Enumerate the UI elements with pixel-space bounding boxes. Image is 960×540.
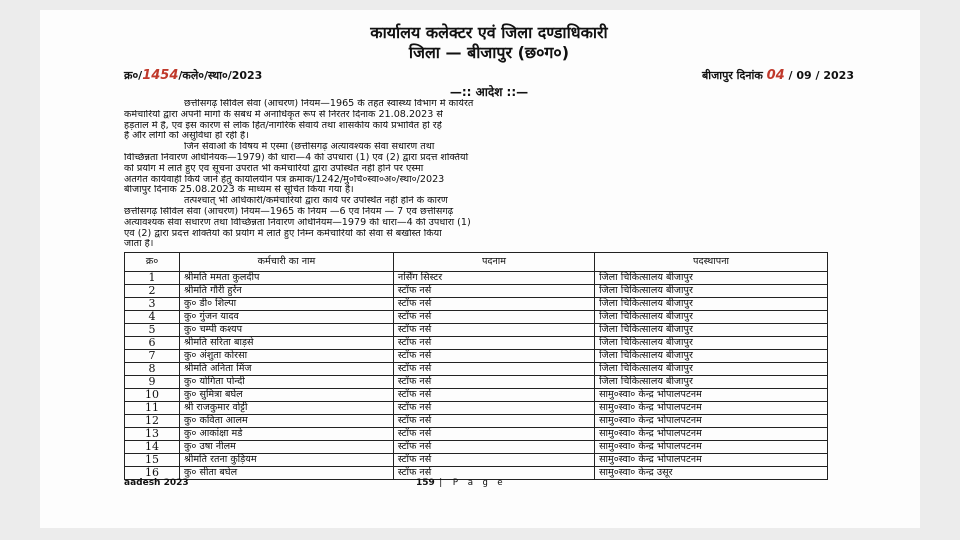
order-reference <box>124 67 262 85</box>
document-page <box>40 10 920 528</box>
handwritten-day: 04 <box>766 68 785 83</box>
employee-name-cell: श्रीमति ममता कुलदीप <box>180 272 394 285</box>
posting-cell: सामु०स्वा० केन्द्र भोपालपटनम <box>595 415 828 428</box>
designation-cell: स्टॉफ नर्स <box>393 441 594 454</box>
designation-cell: स्टॉफ नर्स <box>393 428 594 441</box>
serial-cell: 11 <box>125 402 180 415</box>
table-row <box>125 415 828 428</box>
date-label: बीजापुर दिनांक <box>701 69 763 82</box>
designation-cell: स्टॉफ नर्स <box>393 285 594 298</box>
table-row <box>125 285 828 298</box>
serial-cell: 5 <box>125 324 180 337</box>
table-header-row <box>125 253 828 272</box>
designation-cell: स्टॉफ नर्स <box>393 363 594 376</box>
employee-name-cell: कु० योगिता पोन्दी <box>180 376 394 389</box>
designation-cell: स्टॉफ नर्स <box>393 311 594 324</box>
serial-cell: 12 <box>125 415 180 428</box>
designation-cell: स्टॉफ नर्स <box>393 324 594 337</box>
designation-cell: स्टॉफ नर्स <box>393 350 594 363</box>
table-row <box>125 350 828 363</box>
header-posting: पदस्थापना <box>595 253 828 272</box>
paragraph-line: बीजापुर दिनांक 25.08.2023 के माध्यम से सूचित किया गया है। <box>124 185 354 196</box>
footer-page <box>416 478 505 488</box>
posting-cell: जिला चिकित्सालय बीजापुर <box>595 337 828 350</box>
employee-name-cell: कु० सुमित्रा बघेल <box>180 389 394 402</box>
posting-cell: जिला चिकित्सालय बीजापुर <box>595 350 828 363</box>
designation-cell: स्टॉफ नर्स <box>393 298 594 311</box>
employee-name-cell: श्रीमति सरिता बाड़से <box>180 337 394 350</box>
employee-name-cell: कु० गुंजन यादव <box>180 311 394 324</box>
serial-cell: 2 <box>125 285 180 298</box>
employee-name-cell: कु० डी० शिल्पा <box>180 298 394 311</box>
designation-cell: स्टॉफ नर्स <box>393 454 594 467</box>
paragraph-line: जाता है। <box>124 239 154 250</box>
page-label: | P a g e <box>437 478 505 488</box>
reference-line <box>124 67 854 85</box>
designation-cell: स्टॉफ नर्स <box>393 337 594 350</box>
serial-cell: 7 <box>125 350 180 363</box>
paragraph-line: कर्मचारियों द्वारा अपनी मांगों के संबंध में अनाधिकृत रूप से निरंतर दिनांक 21.08.2023 से <box>124 109 443 120</box>
serial-cell: 8 <box>125 363 180 376</box>
date-month-year: / 09 / 2023 <box>788 69 854 82</box>
designation-cell: स्टॉफ नर्स <box>393 389 594 402</box>
posting-cell: जिला चिकित्सालय बीजापुर <box>595 363 828 376</box>
posting-cell: सामु०स्वा० केन्द्र भोपालपटनम <box>595 402 828 415</box>
header-serial: क्र० <box>125 253 180 272</box>
employee-name-cell: कु० चम्पी कश्यप <box>180 324 394 337</box>
designation-cell: स्टॉफ नर्स <box>393 402 594 415</box>
posting-cell: सामु०स्वा० केन्द्र भोपालपटनम <box>595 454 828 467</box>
table-row <box>125 441 828 454</box>
employee-name-cell: श्रीमति गौरी हुर्रेन <box>180 285 394 298</box>
table-row <box>125 376 828 389</box>
office-heading: कार्यालय कलेक्टर एवं जिला दण्डाधिकारी <box>370 23 608 42</box>
table-row <box>125 428 828 441</box>
district-heading: जिला — बीजापुर (छ०ग०) <box>408 43 570 62</box>
paragraph-line: जिन सेवाओं के विषय में एस्मा (छत्तीसगढ़ अत्यावश्यक सेवा संधारण तथा <box>184 142 435 153</box>
reference-prefix: क्र०/ <box>124 69 143 82</box>
serial-cell: 6 <box>125 337 180 350</box>
order-date <box>702 67 854 85</box>
posting-cell: सामु०स्वा० केन्द्र भोपालपटनम <box>595 441 828 454</box>
page-number: 159 <box>416 478 435 488</box>
designation-cell: नर्सिंग सिस्टर <box>393 272 594 285</box>
paragraph-line: एवं (2) द्वारा प्रदत्त शक्तियों को प्रयोग में लाते हुए निम्न कर्मचारियों को सेवा से बर्खास्त किया <box>124 228 442 239</box>
employee-name-cell: श्रीमति रतना कुड़ियम <box>180 454 394 467</box>
paragraph-line: छत्तीसगढ़ सिविल सेवा (आचरण) नियम—1965 के नियम —6 एवं नियम — 7 एवं छत्तीसगढ़ <box>124 206 454 217</box>
serial-cell: 3 <box>125 298 180 311</box>
paragraph-line: अंतर्गत कार्यवाही किये जाने हेतु कार्यालयीन पत्र क्रमांक/1242/मु०चि०स्वा०अ०/स्था०/2023 <box>124 174 445 185</box>
posting-cell: जिला चिकित्सालय बीजापुर <box>595 324 828 337</box>
employee-name-cell: कु० कविता आलम <box>180 415 394 428</box>
employee-name-cell: कु० अंशुता कोरसा <box>180 350 394 363</box>
order-body <box>124 99 854 250</box>
posting-cell: सामु०स्वा० केन्द्र उसूर <box>595 467 828 480</box>
posting-cell: जिला चिकित्सालय बीजापुर <box>595 298 828 311</box>
posting-cell: जिला चिकित्सालय बीजापुर <box>595 376 828 389</box>
table-row <box>125 402 828 415</box>
designation-cell: स्टॉफ नर्स <box>393 467 594 480</box>
table-row <box>125 311 828 324</box>
page-footer <box>124 478 854 490</box>
paragraph-line: छत्तीसगढ़ सिविल सेवा (आचरण) नियम—1965 के तहत स्वास्थ्य विभाग में कार्यरत <box>184 99 474 109</box>
table-row <box>125 337 828 350</box>
paragraph-line: है और लोगों को असुविधा हो रही है। <box>124 131 249 142</box>
table-row <box>125 298 828 311</box>
serial-cell: 16 <box>125 467 180 480</box>
paragraph-line: विच्छिन्नता निवारण अधिनियक—1979) की धारा—4 की उपधारा (1) एवं (2) द्वारा प्रदत्त शक्तियों <box>124 152 469 163</box>
table-row <box>125 363 828 376</box>
serial-cell: 9 <box>125 376 180 389</box>
reference-suffix: /कले०/स्था०/2023 <box>178 69 263 82</box>
serial-cell: 13 <box>125 428 180 441</box>
posting-cell: सामु०स्वा० केन्द्र भोपालपटनम <box>595 389 828 402</box>
employee-name-cell: कु० सीता बघेल <box>180 467 394 480</box>
paragraph-line: अत्यावश्यक सेवा संधारण तथा विच्छिन्नता निवारण अधिनियम—1979 की धारा—4 की उपधारा (1) <box>124 217 471 228</box>
order-title: —:: आदेश ::— <box>449 85 529 99</box>
table-row <box>125 324 828 337</box>
paragraph-line: को प्रयोग में लाते हुए एवं सूचना उपरांत भी कर्मचारियों द्वारा उपस्थित नहीं होने पर एस्मा <box>124 163 424 174</box>
serial-cell: 10 <box>125 389 180 402</box>
serial-cell: 15 <box>125 454 180 467</box>
serial-cell: 4 <box>125 311 180 324</box>
posting-cell: जिला चिकित्सालय बीजापुर <box>595 285 828 298</box>
posting-cell: जिला चिकित्सालय बीजापुर <box>595 311 828 324</box>
header-designation: पदनाम <box>393 253 594 272</box>
employee-name-cell: श्री राजकुमार वोट्टी <box>180 402 394 415</box>
serial-cell: 14 <box>125 441 180 454</box>
serial-cell: 1 <box>125 272 180 285</box>
posting-cell: जिला चिकित्सालय बीजापुर <box>595 272 828 285</box>
table-row <box>125 389 828 402</box>
table-row <box>125 272 828 285</box>
employee-name-cell: कु० उषा नीलम <box>180 441 394 454</box>
staff-table <box>124 252 828 480</box>
paragraph-line: तत्पश्चात् भी अधिकारी/कर्मचारियों द्वारा कार्य पर उपस्थित नहीं होने के कारण <box>184 196 448 207</box>
designation-cell: स्टॉफ नर्स <box>393 415 594 428</box>
footer-label: aadesh 2023 <box>124 478 189 488</box>
handwritten-order-number: 1454 <box>142 68 179 83</box>
header-employee-name: कर्मचारी का नाम <box>180 253 394 272</box>
employee-name-cell: श्रीमति अनिता मिंज <box>180 363 394 376</box>
employee-name-cell: कु० आकांक्षा मडे <box>180 428 394 441</box>
paragraph-line: हड़ताल में है, एवं इस कारण से लोक हित/नागरिक सेवायें तथा शासकीय कार्य प्रभावित हो रहें <box>124 120 442 131</box>
posting-cell: सामु०स्वा० केन्द्र भोपालपटनम <box>595 428 828 441</box>
designation-cell: स्टॉफ नर्स <box>393 376 594 389</box>
table-row <box>125 454 828 467</box>
